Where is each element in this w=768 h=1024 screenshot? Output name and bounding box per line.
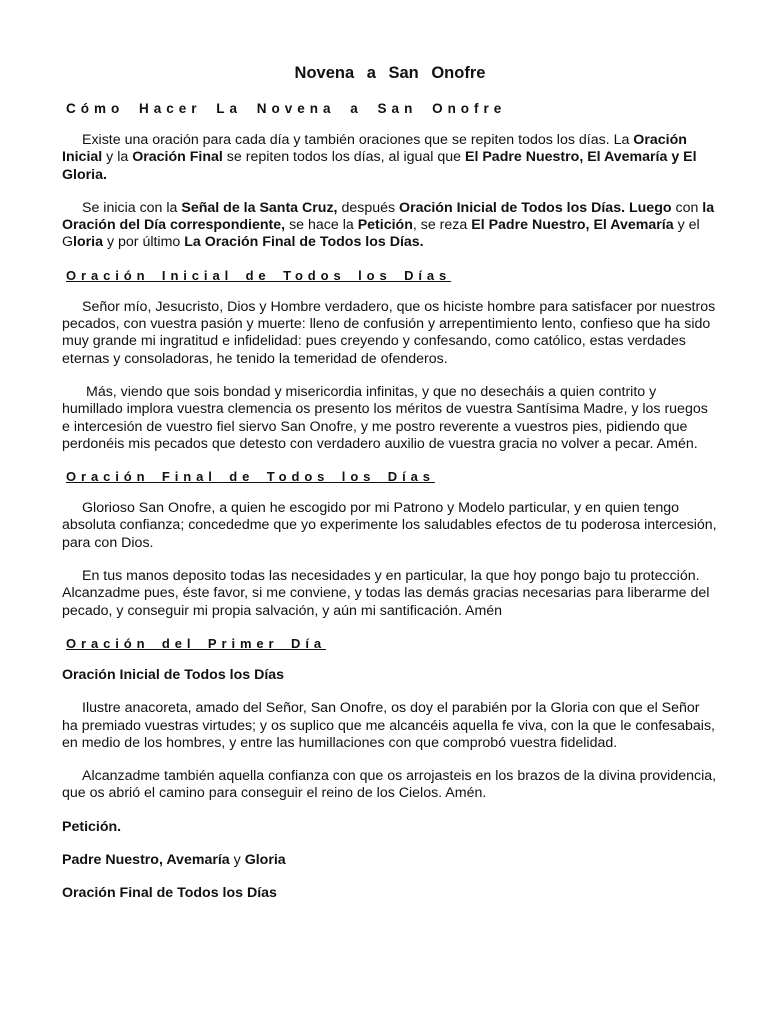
heading-oracion-inicial: Oración Inicial de Todos los Días: [66, 267, 452, 283]
bold-text-run: La Oración Final de Todos los Días.: [184, 234, 424, 251]
intro-paragraph-1: [62, 132, 718, 184]
intro-paragraph-2: [62, 200, 718, 252]
bold-text-run: El Padre Nuestro, El Avemaría y El Gloria.: [62, 149, 697, 183]
primer-dia-peticion-label: Petición.: [62, 818, 122, 835]
oracion-inicial-paragraph-2: Más, viendo que sois bondad y misericordia infinitas, y que no desecháis a quien contrito y humillado implora vuestra clemencia os presento los méritos de vuestra Santísima Madre, y los ruegos e intercesión de vuestro fiel siervo San Onofre, y me postro reverente a vuestros pies, pidiendo que perdonéis mis pecados que detesto con verdadero auxilio de vuestra gracia no volver a pecar. Amén.: [62, 383, 708, 452]
primer-dia-paragraph-1: Ilustre anacoreta, amado del Señor, San Onofre, os doy el parabién por la Gloria con que el Señor ha premiado vuestras virtudes; y os suplico que me alcancéis aquella fe viva, con la que le confesabais, en medio de los hombres, y entre las humillaciones con que comprobó vuestra fidelidad.: [62, 700, 715, 751]
primer-dia-paragraph-2: Alcanzadme también aquella confianza con que os arrojasteis en los brazos de la divina providencia, que os abrió el camino para conseguir el reino de los Cielos. Amén.: [62, 768, 717, 802]
bold-text-run: El Padre Nuestro, El Avemaría: [471, 217, 674, 234]
heading-primer-dia: Oración del Primer Día: [66, 635, 326, 651]
bold-text-run: la Oración del Día correspondiente,: [62, 199, 715, 234]
text-run: y el G: [62, 217, 700, 251]
text-run: Se inicia con la: [82, 199, 182, 216]
document-title: Novena a San Onofre: [294, 64, 486, 82]
bold-text-run: Petición: [357, 217, 413, 234]
bold-text-run: Señal de la Santa Cruz,: [181, 199, 338, 216]
primer-dia-oracion-final-label: Oración Final de Todos los Días: [62, 885, 277, 902]
oracion-inicial-paragraph-1: Señor mío, Jesucristo, Dios y Hombre verdadero, que os hiciste hombre para satisfacer por nuestros pecados, con vuestra pasión y muerte: lleno de confusión y arrepentimiento lento, confieso que ha sido muy grande mi ingratitud e infidelidad: pues creyendo y confesando, como católico, estas verdades eternas y consoladoras, he tenido la temeridad de ofenderos.: [62, 298, 716, 367]
bold-text-run: Gloria: [244, 852, 286, 869]
bold-text-run: Oración Inicial de Todos los Días. Luego: [399, 199, 672, 216]
text-run: con: [671, 199, 703, 216]
heading-oracion-final: Oración Final de Todos los Días: [66, 469, 435, 485]
primer-dia-rezos-line: [62, 852, 718, 869]
text-run: y la: [102, 149, 133, 166]
bold-text-run: Oración Final: [132, 149, 223, 166]
text-run: después: [337, 199, 400, 216]
bold-text-run: Padre Nuestro, Avemaría: [62, 852, 230, 869]
text-run: se repiten todos los días, al igual que: [222, 149, 465, 166]
text-run: y por último: [103, 234, 185, 251]
text-run: y: [229, 852, 245, 869]
document-subtitle: Cómo Hacer La Novena a San Onofre: [66, 101, 507, 116]
text-run: Existe una oración para cada día y también oraciones que se repiten todos los días. La: [82, 132, 634, 148]
bold-text-run: Oración Inicial: [62, 132, 687, 166]
primer-dia-oracion-inicial-label: Oración Inicial de Todos los Días: [62, 666, 285, 683]
text-run: se hace la: [285, 217, 358, 234]
text-run: , se reza: [412, 217, 472, 234]
oracion-final-paragraph-1: Glorioso San Onofre, a quien he escogido por mi Patrono y Modelo particular, y en quien tengo absoluta confianza; concededme que yo experimente los saludables efectos de tu poderosa intercesión, para con Dios.: [62, 500, 717, 551]
bold-text-run: loria: [73, 234, 104, 251]
oracion-final-paragraph-2: En tus manos deposito todas las necesidades y en particular, la que hoy pongo bajo tu protección. Alcanzadme pues, éste favor, si me conviene, y todas las demás gracias necesarias para liberarme del pecado, y conseguir mi propia salvación, y aún mi santificación. Amén: [62, 568, 710, 619]
